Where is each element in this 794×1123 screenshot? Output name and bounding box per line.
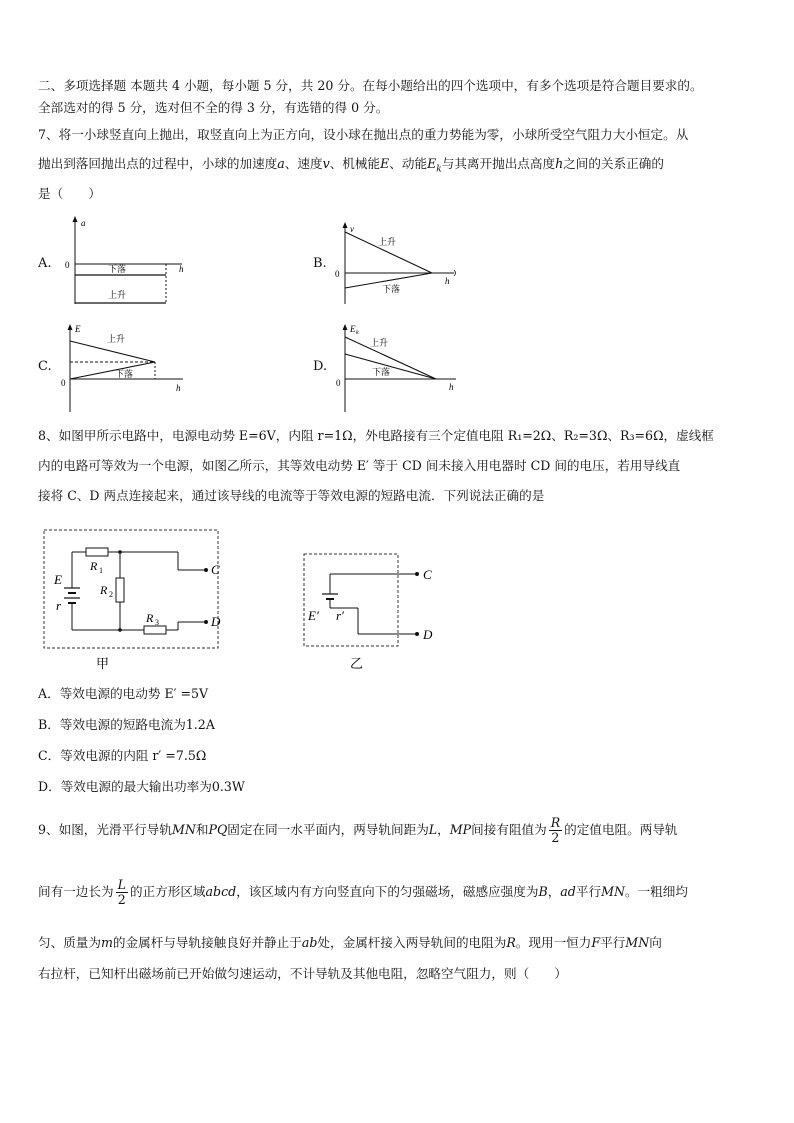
fig1-caption: 甲 — [96, 656, 110, 671]
graph-c-xlabel: h — [176, 383, 181, 393]
graph-c-down-label: 下落 — [115, 369, 134, 379]
fig1-e-label: E — [54, 572, 62, 587]
q9-stem-line1: 9、如图，光滑平行导轨MN和PQ固定在同一水平面内，两导轨间距为L，MP间接有阻值为 $\frac{R}{2}$ 的定值电阻。两导轨 — [38, 815, 678, 845]
graph-c-down-line — [70, 362, 155, 379]
q8-circuit-jia — [38, 526, 238, 676]
q8-option-a: A．等效电源的电动势 E′ =5V — [38, 686, 209, 701]
fig1-r3-label: R — [146, 611, 154, 625]
q9-stem-line3: 匀、质量为m的金属杆与导轨接触良好并静止于ab处，金属杆接入两导轨间的电阻为R。现用一恒力F平行MN向 — [38, 935, 662, 950]
q7-option-c-label: C. — [38, 359, 52, 374]
graph-a-ylabel: a — [81, 218, 86, 228]
q7-graph-a — [60, 212, 200, 312]
graph-c-origin: 0 — [61, 378, 66, 388]
fig1-r1-sub: 1 — [99, 566, 103, 575]
q7-option-b-label: B. — [313, 256, 327, 271]
q8-stem-line1: 8、如图甲所示电路中，电源电动势 E=6V，内阻 r=1Ω，外电路接有三个定值电阻 R₁=2Ω、R₂=3Ω、R₃=6Ω，虚线框 — [38, 428, 714, 443]
graph-b-ylabel: v — [350, 224, 354, 234]
q8-circuit-yi — [300, 548, 450, 673]
fig1-r3-sub: 3 — [155, 618, 159, 627]
q7-stem-line1: 7、将一小球竖直向上抛出，取竖直向上为正方向，设小球在抛出点的重力势能为零，小球所受空气阻力大小恒定。从 — [38, 127, 689, 142]
graph-b-down-label: 下落 — [382, 284, 401, 294]
fraction-r-over-2: $\frac{R}{2}$ — [550, 815, 561, 845]
graph-d-xlabel: h — [449, 382, 454, 392]
graph-b-up-label: 上升 — [378, 237, 397, 247]
fig2-c-label: C — [423, 567, 432, 582]
fig2-caption: 乙 — [350, 656, 364, 671]
graph-d-up-label: 上升 — [370, 338, 389, 348]
section-heading: 二、多项选择题 本题共 4 小题，每小题 5 分，共 20 分。在每小题给出的四个选项中，有多个选项是符合题目要求的。 — [38, 78, 703, 93]
resistor-r2 — [116, 578, 124, 602]
graph-d-ylabel: E — [350, 324, 356, 334]
fig1-r2-sub: 2 — [109, 590, 113, 599]
graph-c-ylabel: E — [75, 324, 81, 334]
q8-option-d: D．等效电源的最大输出功率为0.3W — [38, 779, 245, 794]
fig2-d-label: D — [423, 627, 433, 642]
graph-a-down-label: 下落 — [108, 264, 127, 274]
y-axis-arrow — [73, 216, 78, 222]
q9-stem-line2: 间有一边长为 $\frac{L}{2}$ 的正方形区域abcd，该区域内有方向竖直向下的匀强磁场，磁感应强度为B，ad平行MN。一粗细均 — [38, 877, 688, 907]
graph-b-xlabel: h — [445, 276, 450, 286]
graph-d-origin: 0 — [336, 378, 341, 388]
q7-stem-line3: 是（ ） — [38, 186, 101, 201]
fig2-e-label: E′ — [308, 608, 319, 623]
q7-graph-c — [55, 320, 195, 415]
graph-c-up-line — [70, 341, 155, 362]
fig2-r-label: r′ — [336, 608, 344, 623]
q7-graph-b — [330, 218, 460, 308]
resistor-r1 — [86, 548, 108, 556]
graph-c-up-label: 上升 — [107, 334, 126, 344]
fig1-r-label: r — [56, 598, 62, 613]
dashed-box — [304, 554, 398, 646]
graph-a-up-label: 上升 — [108, 290, 127, 300]
q8-option-b: B．等效电源的短路电流为1.2A — [38, 717, 215, 732]
q7-stem-line2: 抛出到落回抛出点的过程中，小球的加速度a、速度v、机械能E、动能$E_k$与其离开抛出点高度h之间的关系正确的 — [38, 156, 664, 175]
q8-option-c: C．等效电源的内阻 r′ =7.5Ω — [38, 748, 207, 763]
fraction-l-over-2: $\frac{L}{2}$ — [117, 877, 126, 907]
q7-graph-d — [330, 320, 470, 415]
q8-stem-line3: 接将 C、D 两点连接起来，通过该导线的电流等于等效电源的短路电流．下列说法正确的是 — [38, 488, 545, 503]
fig1-d-label: D — [211, 614, 221, 629]
resistor-r3 — [144, 626, 166, 634]
graph-d-down-label: 下落 — [372, 367, 391, 377]
graph-a-xlabel: h — [179, 264, 184, 274]
fig1-r2-label: R — [100, 583, 108, 597]
q7-option-d-label: D. — [313, 359, 328, 374]
graph-a-origin: 0 — [65, 260, 70, 270]
q8-stem-line2: 内的电路可等效为一个电源，如图乙所示，其等效电动势 E′ 等于 CD 间未接入用电器时 CD 间的电压，若用导线直 — [38, 458, 681, 473]
section-scoring: 全部选对的得 5 分，选对但不全的得 3 分，有选错的得 0 分。 — [38, 100, 389, 115]
graph-d-ylabel-sub: k — [356, 330, 359, 336]
q9-stem-line4: 右拉杆，已知杆出磁场前已开始做匀速运动，不计导轨及其他电阻，忽略空气阻力，则（ ） — [38, 966, 567, 981]
q7-option-a-label: A. — [38, 256, 52, 271]
fig1-r1-label: R — [90, 559, 98, 573]
graph-b-origin: 0 — [335, 269, 340, 279]
fig1-c-label: C — [211, 562, 220, 577]
